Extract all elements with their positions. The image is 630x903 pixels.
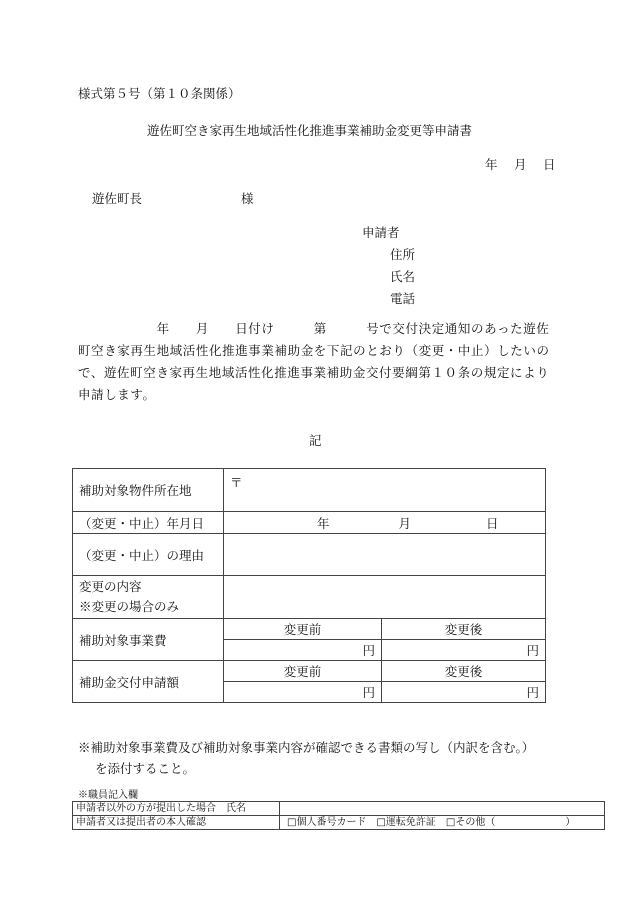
- postal-mark: 〒: [230, 475, 243, 490]
- staff-row2-label: 申請者又は提出者の本人確認: [73, 816, 280, 830]
- grant-amount-after-value: 円: [382, 682, 546, 703]
- address-label: 住所: [390, 247, 416, 262]
- date-line: 年 月 日: [485, 157, 558, 172]
- name-label: 氏名: [390, 269, 416, 284]
- application-table: [72, 468, 546, 703]
- grant-amount-before-header: 変更前: [224, 661, 382, 682]
- addressee: 遊佐町長: [92, 191, 143, 206]
- staff-row1-label: 申請者以外の方が提出した場合 氏名: [73, 802, 280, 816]
- phone-label: 電話: [390, 291, 416, 306]
- project-cost-after-value: 円: [382, 640, 546, 661]
- date-row-label: （変更・中止）年月日: [73, 512, 224, 534]
- body-paragraph: 年 月 日付け 第 号で交付決定通知のあった遊佐町空き家再生地域活性化推進事業補助金を下記のとおり（変更・中止）したいので、遊佐町空き家再生地域活性化推進事業補助金交付要綱第１０条の規定により申請します。: [78, 321, 550, 402]
- project-cost-before-value: 円: [224, 640, 382, 661]
- project-cost-after-header: 変更後: [382, 619, 546, 640]
- year-label: 年: [317, 515, 330, 531]
- reason-label: （変更・中止）の理由: [73, 534, 224, 576]
- staff-row2-options: □個人番号カード □運転免許証 □その他（ ）: [280, 816, 605, 830]
- staff-heading: ※職員記入欄: [78, 790, 138, 801]
- grant-amount-before-value: 円: [224, 682, 382, 703]
- content-cell: [224, 576, 546, 619]
- date-row-value: [224, 512, 546, 534]
- note-line-2: を添付すること。: [95, 761, 196, 776]
- grant-amount-label: 補助金交付申請額: [73, 661, 224, 703]
- content-label: 変更の内容 ※変更の場合のみ: [73, 576, 224, 619]
- month-label: 月: [398, 515, 412, 531]
- document-title: 遊佐町空き家再生地域活性化推進事業補助金変更等申請書: [147, 123, 473, 138]
- day-label: 日: [486, 515, 499, 531]
- staff-table: [72, 801, 605, 830]
- grant-amount-after-header: 変更後: [382, 661, 546, 682]
- location-label: 補助対象物件所在地: [73, 469, 224, 512]
- staff-row1-value: [280, 802, 605, 816]
- location-cell: [224, 469, 546, 512]
- applicant-heading: 申請者: [362, 225, 400, 240]
- note-line-1: ※補助対象事業費及び補助対象事業内容が確認できる書類の写し（内訳を含む。）: [78, 740, 535, 755]
- project-cost-before-header: 変更前: [224, 619, 382, 640]
- ki-heading: 記: [309, 433, 322, 448]
- reason-cell: [224, 534, 546, 576]
- form-number: 様式第５号（第１０条関係）: [78, 86, 241, 101]
- honorific: 様: [241, 191, 254, 206]
- project-cost-label: 補助対象事業費: [73, 619, 224, 661]
